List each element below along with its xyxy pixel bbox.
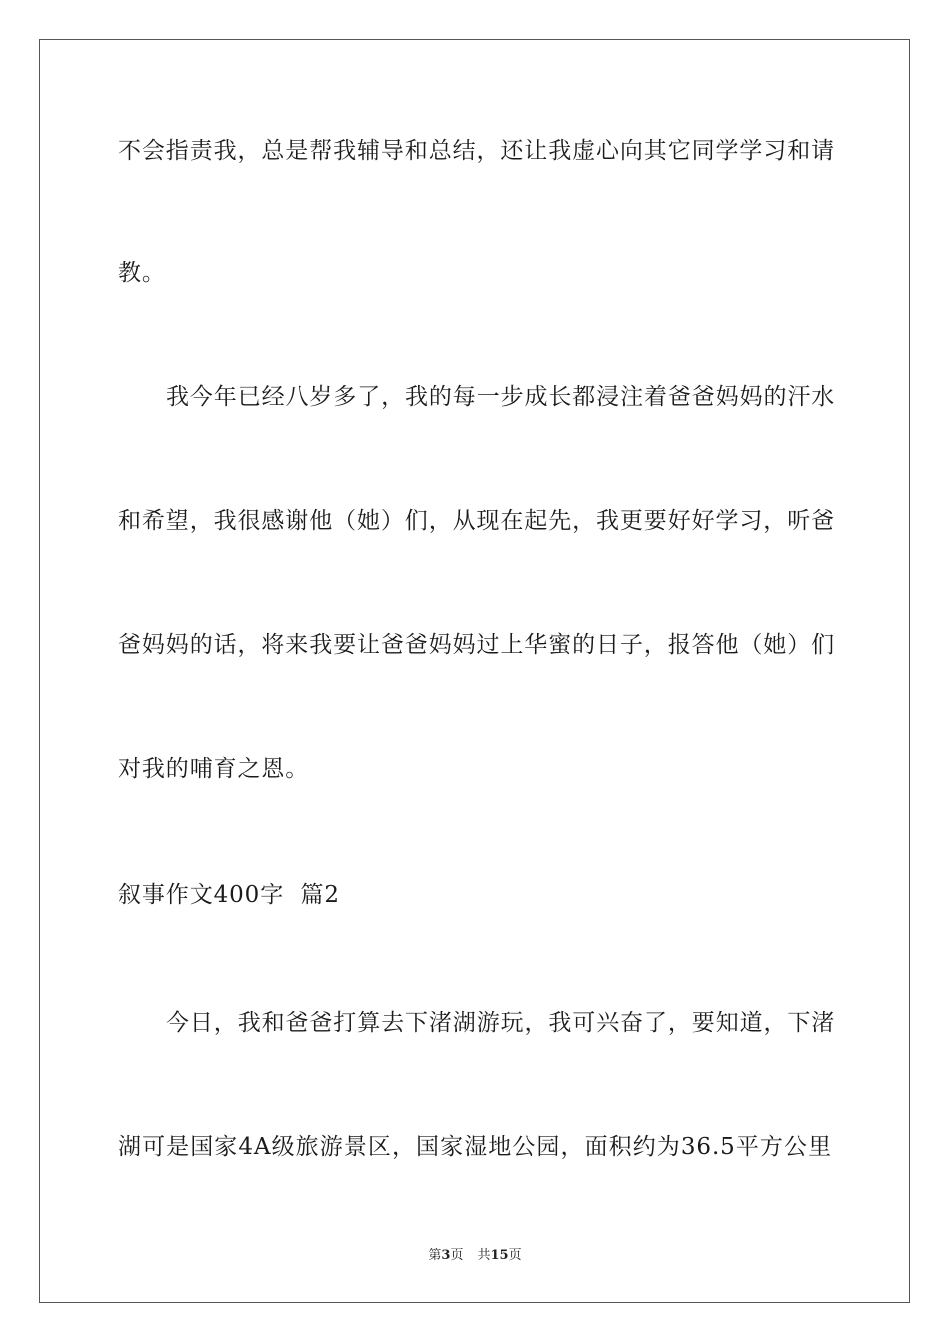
body-text-line: 对我的哺育之恩。 [118,756,310,782]
body-text-line: 湖可是国家4A级旅游景区，国家湿地公园，面积约为36.5平方公里 [118,1134,832,1160]
section-heading: 叙事作文400字 篇2 [118,882,340,908]
footer-prefix: 第 [428,1248,442,1263]
footer-total-pages: 15 [490,1248,509,1263]
body-text-line: 不会指责我，总是帮我辅导和总结，还让我虚心向其它同学学习和请 [118,138,835,164]
body-text-line: 爸妈妈的话，将来我要让爸爸妈妈过上华蜜的日子，报答他（她）们 [118,632,835,658]
body-text-line: 今日，我和爸爸打算去下渚湖游玩，我可兴奋了，要知道，下渚 [166,1010,836,1036]
body-text-line: 教。 [118,260,166,286]
page-border [39,39,910,1303]
footer-page-number: 3 [441,1248,451,1263]
footer-page-suffix: 页 [450,1248,464,1263]
body-text-line: 我今年已经八岁多了，我的每一步成长都浸注着爸爸妈妈的汗水 [166,384,836,410]
page-footer [0,1248,950,1264]
footer-total-prefix: 共 [477,1248,491,1263]
body-text-line: 和希望，我很感谢他（她）们，从现在起先，我更要好好学习，听爸 [118,508,835,534]
footer-total-suffix: 页 [508,1248,522,1263]
